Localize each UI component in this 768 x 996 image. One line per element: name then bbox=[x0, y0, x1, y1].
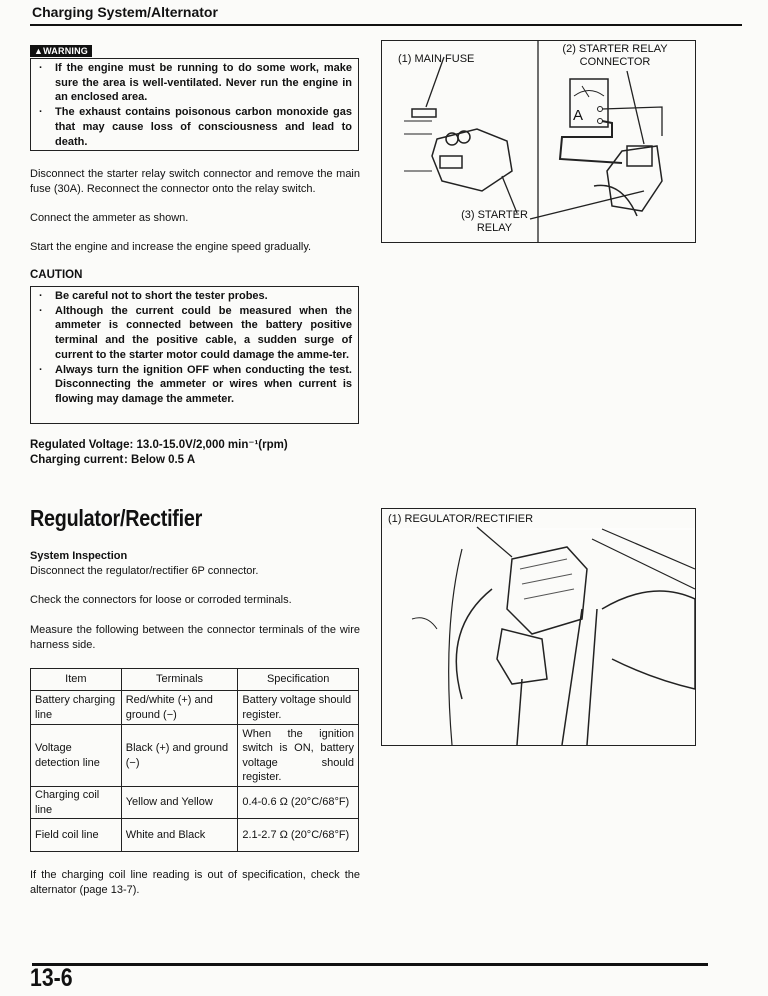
header-terminals: Terminals bbox=[121, 669, 238, 691]
starter-relay-connector-label: (2) STARTER RELAY bbox=[562, 43, 668, 55]
table-header-row bbox=[31, 669, 359, 691]
footer-rule bbox=[32, 963, 708, 966]
bullet-icon: · bbox=[39, 304, 43, 317]
caution-item: · Always turn the ignition OFF when conducting the test. Disconnecting the ammeter or wires when current is flowing may damage the ammeter. bbox=[39, 363, 352, 405]
regulator-illustration bbox=[382, 509, 695, 745]
table-row bbox=[31, 725, 359, 787]
caution-box bbox=[30, 286, 359, 424]
header-rule bbox=[30, 24, 742, 26]
instruction-p3: Start the engine and increase the engine speed gradually. bbox=[30, 241, 312, 253]
header-specification: Specification bbox=[238, 669, 359, 691]
warning-box bbox=[30, 58, 359, 151]
header-item: Item bbox=[31, 669, 122, 691]
bullet-icon: · bbox=[39, 62, 43, 74]
warning-label: WARNING bbox=[43, 46, 89, 56]
cell-spec: 0.4-0.6 Ω (20°C/68°F) bbox=[238, 787, 359, 819]
section-title: Charging System/Alternator bbox=[32, 4, 218, 20]
bullet-icon: · bbox=[39, 290, 43, 302]
bullet-icon: · bbox=[39, 106, 43, 119]
warning-item: · If the engine must be running to do some work, make sure the area is well-ventilated. Never run the engine in an enclosed area. bbox=[39, 62, 352, 104]
cell-spec: 2.1-2.7 Ω (20°C/68°F) bbox=[238, 819, 359, 852]
instruction-p1: Disconnect the starter relay switch connector and remove the main fuse (30A). Reconnect the connector onto the relay switch. bbox=[30, 168, 360, 195]
table-row bbox=[31, 787, 359, 819]
ammeter-letter: A bbox=[573, 107, 584, 124]
caution-heading: CAUTION bbox=[30, 269, 83, 281]
cell-item: Charging coil line bbox=[31, 787, 122, 819]
regulator-p3: Measure the following between the connector terminals of the wire harness side. bbox=[30, 624, 360, 651]
regulator-p2: Check the connectors for loose or corroded terminals. bbox=[30, 594, 292, 606]
cell-terminals: Red/white (+) and ground (−) bbox=[121, 691, 238, 725]
ammeter-illustration bbox=[382, 41, 695, 242]
starter-relay-label: (3) STARTER bbox=[461, 209, 528, 221]
warning-triangle-icon: ▲ bbox=[34, 46, 44, 56]
charging-current-value: : Below 0.5 A bbox=[124, 454, 196, 466]
starter-relay-connector-label-2: CONNECTOR bbox=[579, 56, 651, 68]
system-inspection-heading: System Inspection bbox=[30, 550, 128, 562]
cell-terminals: Yellow and Yellow bbox=[121, 787, 238, 819]
cell-spec: Battery voltage should register. bbox=[238, 691, 359, 725]
inspection-table bbox=[30, 668, 359, 852]
page-number: 13-6 bbox=[30, 964, 73, 992]
cell-terminals: White and Black bbox=[121, 819, 238, 852]
footnote: If the charging coil line reading is out of specification, check the alternator (page 13-7). bbox=[30, 869, 360, 896]
cell-item: Field coil line bbox=[31, 819, 122, 852]
main-fuse-label: (1) MAIN FUSE bbox=[398, 53, 475, 65]
bullet-icon: · bbox=[39, 363, 43, 376]
warning-badge bbox=[30, 45, 92, 57]
charging-current-label: Charging current bbox=[30, 454, 124, 466]
cell-item: Voltage detection line bbox=[31, 725, 122, 787]
cell-terminals: Black (+) and ground (−) bbox=[121, 725, 238, 787]
cell-spec: When the ignition switch is ON, battery voltage should register. bbox=[238, 725, 359, 787]
caution-item: · Although the current could be measured when the ammeter is connected between the battery positive terminal and the positive cable, a sudden surge of current to the starter motor could damage the amme-ter. bbox=[39, 304, 352, 361]
regulated-voltage-label: Regulated Voltage bbox=[30, 439, 130, 451]
regulator-rectifier-label: (1) REGULATOR/RECTIFIER bbox=[388, 513, 534, 525]
regulator-title: Regulator/Rectifier bbox=[30, 505, 203, 531]
instruction-p2: Connect the ammeter as shown. bbox=[30, 212, 189, 224]
warning-item: · The exhaust contains poisonous carbon monoxide gas that may cause loss of consciousness and lead to death. bbox=[39, 106, 352, 148]
spec-block bbox=[30, 438, 288, 468]
table-row bbox=[31, 691, 359, 725]
regulated-voltage-value: : 13.0-15.0V/2,000 min⁻¹(rpm) bbox=[129, 439, 288, 451]
table-row bbox=[31, 819, 359, 852]
cell-item: Battery charging line bbox=[31, 691, 122, 725]
regulator-p1: Disconnect the regulator/rectifier 6P connector. bbox=[30, 565, 259, 577]
caution-item: · Be careful not to short the tester probes. bbox=[39, 290, 268, 302]
starter-relay-label-2: RELAY bbox=[476, 222, 513, 234]
regulator-figure bbox=[381, 508, 696, 746]
ammeter-connection-figure bbox=[381, 40, 696, 243]
